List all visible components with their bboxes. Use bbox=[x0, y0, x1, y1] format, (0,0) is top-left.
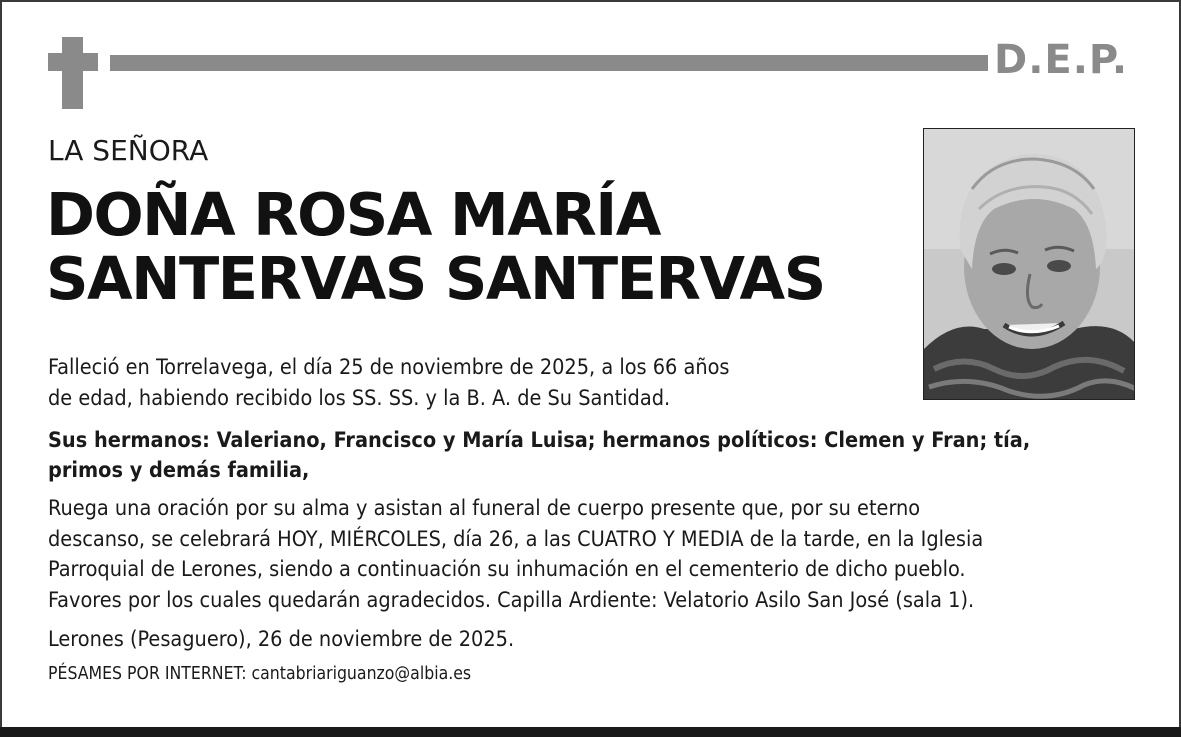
deceased-portrait bbox=[923, 128, 1135, 400]
prayer-line-1: Ruega una oración por su alma y asistan al funeral de cuerpo presente que, por su eterno bbox=[48, 496, 921, 521]
intro-line-1: Falleció en Torrelavega, el día 25 de noviembre de 2025, a los 66 años bbox=[48, 355, 730, 380]
prayer-line-4: Favores por los cuales quedarán agradecidos. Capilla Ardiente: Velatorio Asilo San José (sala 1). bbox=[48, 587, 975, 613]
family-line-1: Sus hermanos: Valeriano, Francisco y María Luisa; hermanos políticos: Clemen y Fran; tía, bbox=[48, 428, 1031, 453]
dep-label: D.E.P. bbox=[994, 37, 1129, 83]
intro-line-2: de edad, habiendo recibido los SS. SS. y la B. A. de Su Santidad. bbox=[48, 385, 671, 411]
place-and-date: Lerones (Pesaguero), 26 de noviembre de 2025. bbox=[48, 627, 515, 652]
family-paragraph bbox=[48, 426, 1158, 486]
header-divider bbox=[110, 55, 988, 71]
bottom-border bbox=[0, 727, 1181, 737]
condolences-contact: PÉSAMES POR INTERNET: cantabriariguanzo@albia.es bbox=[48, 664, 472, 684]
prayer-line-2: descanso, se celebrará HOY, MIÉRCOLES, día 26, a las CUATRO Y MEDIA de la tarde, en la Iglesia bbox=[48, 526, 984, 552]
family-line-2: primos y demás familia, bbox=[48, 458, 310, 483]
death-notice-paragraph bbox=[48, 353, 898, 414]
honorific-title: LA SEÑORA bbox=[48, 134, 209, 167]
deceased-name bbox=[46, 180, 906, 313]
deceased-name-line-2: SANTERVAS SANTERVAS bbox=[46, 244, 825, 313]
prayer-line-3: Parroquial de Lerones, siendo a continuación su inhumación en el cementerio de dicho pueblo. bbox=[48, 557, 966, 582]
funeral-details-paragraph bbox=[48, 494, 1158, 616]
deceased-name-line-1: DOÑA ROSA MARÍA bbox=[46, 180, 660, 249]
